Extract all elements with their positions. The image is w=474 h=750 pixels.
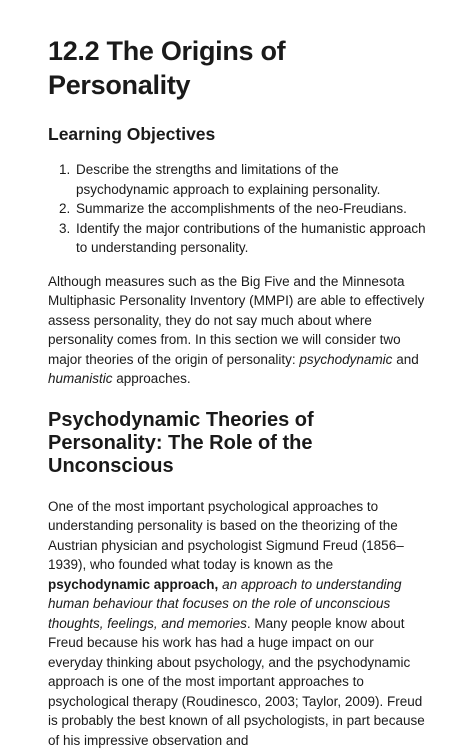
intro-text: Although measures such as the Big Five and the Minnesota Multiphasic Personality Inventory (MMPI) are able to effectively assess personality, they do not say much about where personality comes from. In this section we will consider two major theories of the origin of personality: — [48, 274, 424, 367]
section-heading: Psychodynamic Theories of Personality: The Role of the Unconscious — [48, 409, 428, 478]
objective-item: 1. Describe the strengths and limitations of the psychodynamic approach to explaining personality. — [74, 160, 428, 199]
section-body-paragraph — [48, 497, 428, 750]
page-title: 12.2 The Origins of Personality — [48, 34, 428, 102]
intro-emphasis-psychodynamic: psychodynamic — [299, 352, 392, 367]
intro-paragraph — [48, 272, 428, 389]
objective-item: 3. Identify the major contributions of the humanistic approach to understanding personality. — [74, 219, 428, 258]
objective-item: 2. Summarize the accomplishments of the neo-Freudians. — [74, 199, 428, 219]
intro-text: approaches. — [113, 371, 191, 386]
term-definition: an approach to understanding human behaviour that focuses on the role of unconscious thoughts, feelings, and memories — [48, 577, 401, 631]
body-text: One of the most important psychological approaches to understanding personality is based on the theorizing of the Austrian physician and psychologist Sigmund Freud (1856–1939), who founded what today is known as the — [48, 499, 404, 573]
learning-objectives-list — [48, 160, 428, 258]
key-term: psychodynamic approach, — [48, 577, 218, 592]
intro-text: and — [392, 352, 418, 367]
learning-objectives-heading: Learning Objectives — [48, 122, 428, 146]
body-text: . Many people know about Freud because his work has had a huge impact on our everyday thinking about psychology, and the psychodynamic approach is one of the most important approaches to psychological therapy (Roudinesco, 2003; Taylor, 2009). Freud is probably the best known of all psychologists, in part because of his impressive observation and — [48, 616, 425, 748]
intro-emphasis-humanistic: humanistic — [48, 371, 113, 386]
